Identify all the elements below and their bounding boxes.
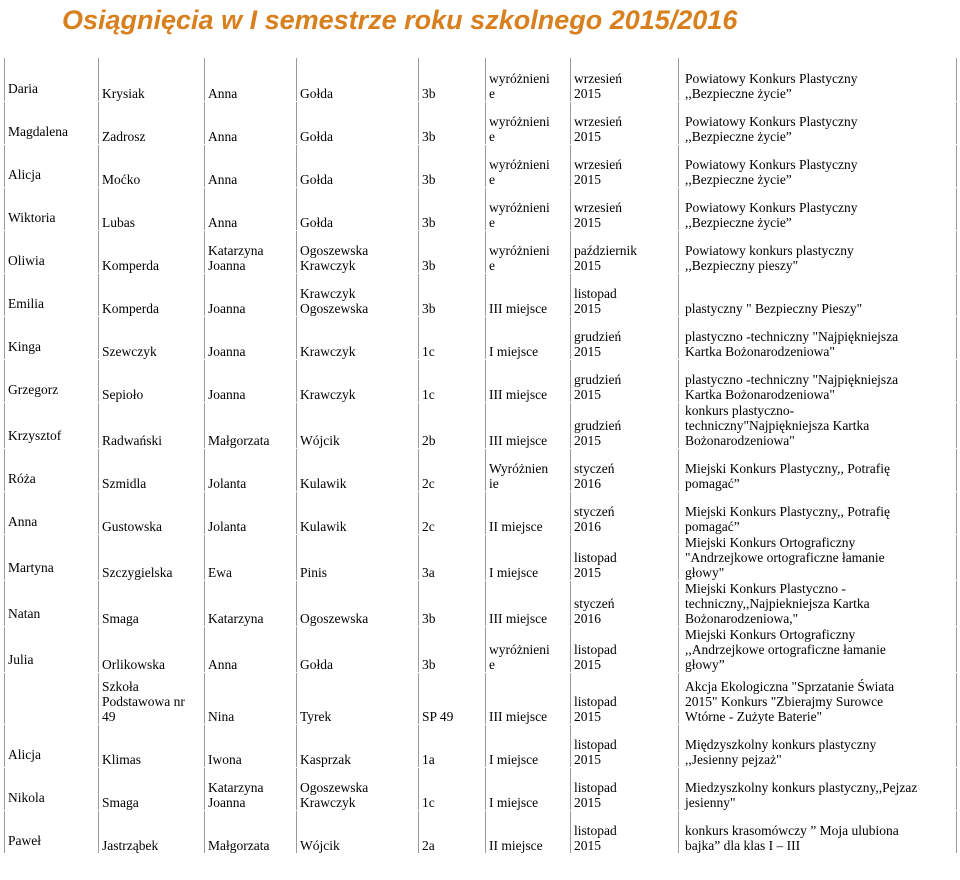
table-row <box>5 359 957 402</box>
student-last-name: Krysiak <box>99 58 205 101</box>
date-cell: listopad 2015 <box>571 672 679 724</box>
class-cell: 3b <box>419 144 486 187</box>
class-cell: 3b <box>419 101 486 144</box>
contest-cell: plastyczno -techniczny "Najpiękniejsza Kartka Bożonarodzeniowa" <box>679 359 957 402</box>
student-first-name: Kinga <box>5 316 99 359</box>
date-cell: grudzień 2015 <box>571 316 679 359</box>
date-cell: styczeń 2016 <box>571 491 679 534</box>
contest-cell: Miejski Konkurs Plastyczno - techniczny,,Najpiekniejsza Kartka Bożonarodzeniowa," <box>679 580 957 626</box>
table-row <box>5 230 957 273</box>
student-last-name: Szkoła Podstawowa nr 49 <box>99 672 205 724</box>
teacher-last-name: Gołda <box>297 187 419 230</box>
date-cell: listopad 2015 <box>571 273 679 316</box>
contest-cell: Powiatowy Konkurs Plastyczny ,,Bezpieczne życie” <box>679 101 957 144</box>
contest-cell: Miejski Konkurs Plastyczny,, Potrafię pomagać” <box>679 448 957 491</box>
teacher-last-name: Ogoszewska <box>297 580 419 626</box>
result-cell: III miejsce <box>486 672 571 724</box>
contest-cell: Miejski Konkurs Ortograficzny "Andrzejkowe ortograficzne łamanie głowy" <box>679 534 957 580</box>
contest-cell: plastyczno -techniczny "Najpiękniejsza Kartka Bożonarodzeniowa" <box>679 316 957 359</box>
teacher-last-name: Wójcik <box>297 810 419 853</box>
date-cell: listopad 2015 <box>571 534 679 580</box>
class-cell: SP 49 <box>419 672 486 724</box>
teacher-first-name: Małgorzata <box>205 402 297 448</box>
contest-cell: Akcja Ekologiczna "Sprzatanie Świata 2015" Konkurs "Zbierajmy Surowce Wtórne - Zużyte Baterie" <box>679 672 957 724</box>
student-last-name: Gustowska <box>99 491 205 534</box>
contest-cell: Powiatowy Konkurs Plastyczny ,,Bezpieczne życie” <box>679 187 957 230</box>
date-cell: styczeń 2016 <box>571 448 679 491</box>
student-last-name: Szmidla <box>99 448 205 491</box>
class-cell: 1c <box>419 316 486 359</box>
result-cell: III miejsce <box>486 402 571 448</box>
class-cell: 3b <box>419 626 486 672</box>
result-cell: wyróżnieni e <box>486 101 571 144</box>
contest-cell: Miejski Konkurs Ortograficzny ,,Andrzejkowe ortograficzne łamanie głowy” <box>679 626 957 672</box>
date-cell: wrzesień 2015 <box>571 58 679 101</box>
table-row <box>5 316 957 359</box>
date-cell: wrzesień 2015 <box>571 101 679 144</box>
student-last-name: Szczygielska <box>99 534 205 580</box>
student-first-name: Alicja <box>5 724 99 767</box>
class-cell: 1c <box>419 359 486 402</box>
class-cell: 3b <box>419 58 486 101</box>
student-first-name: Krzysztof <box>5 402 99 448</box>
result-cell: I miejsce <box>486 316 571 359</box>
teacher-first-name: Katarzyna Joanna <box>205 767 297 810</box>
teacher-first-name: Jolanta <box>205 491 297 534</box>
contest-cell: plastyczny " Bezpieczny Pieszy" <box>679 273 957 316</box>
teacher-last-name: Krawczyk Ogoszewska <box>297 273 419 316</box>
class-cell: 2b <box>419 402 486 448</box>
result-cell: wyróżnieni e <box>486 144 571 187</box>
date-cell: grudzień 2015 <box>571 402 679 448</box>
teacher-last-name: Kulawik <box>297 448 419 491</box>
teacher-first-name: Anna <box>205 58 297 101</box>
table-row <box>5 144 957 187</box>
student-last-name: Szewczyk <box>99 316 205 359</box>
result-cell: wyróżnieni e <box>486 626 571 672</box>
table-row <box>5 810 957 853</box>
student-first-name: Martyna <box>5 534 99 580</box>
result-cell: wyróżnieni e <box>486 58 571 101</box>
table-row <box>5 273 957 316</box>
date-cell: wrzesień 2015 <box>571 187 679 230</box>
contest-cell: Miedzyszkolny konkurs plastyczny,,Pejzaz jesienny" <box>679 767 957 810</box>
student-last-name: Moćko <box>99 144 205 187</box>
teacher-first-name: Ewa <box>205 534 297 580</box>
teacher-last-name: Pinis <box>297 534 419 580</box>
class-cell: 2c <box>419 448 486 491</box>
table-row <box>5 534 957 580</box>
teacher-last-name: Krawczyk <box>297 316 419 359</box>
student-last-name: Komperda <box>99 273 205 316</box>
result-cell: II miejsce <box>486 810 571 853</box>
student-first-name: Wiktoria <box>5 187 99 230</box>
contest-cell: Powiatowy Konkurs Plastyczny ,,Bezpieczne życie” <box>679 58 957 101</box>
contest-cell: konkurs krasomówczy ” Moja ulubiona bajka” dla klas I – III <box>679 810 957 853</box>
date-cell: listopad 2015 <box>571 810 679 853</box>
teacher-last-name: Gołda <box>297 626 419 672</box>
student-last-name: Smaga <box>99 580 205 626</box>
class-cell: 3a <box>419 534 486 580</box>
student-last-name: Jastrząbek <box>99 810 205 853</box>
result-cell: Wyróżnien ie <box>486 448 571 491</box>
table-row <box>5 187 957 230</box>
date-cell: listopad 2015 <box>571 626 679 672</box>
student-first-name <box>5 672 99 724</box>
date-cell: wrzesień 2015 <box>571 144 679 187</box>
date-cell: listopad 2015 <box>571 724 679 767</box>
teacher-first-name: Joanna <box>205 273 297 316</box>
contest-cell: Miejski Konkurs Plastyczny,, Potrafię pomagać” <box>679 491 957 534</box>
result-cell: II miejsce <box>486 491 571 534</box>
contest-cell: Międzyszkolny konkurs plastyczny ,,Jesienny pejzaż" <box>679 724 957 767</box>
teacher-last-name: Ogoszewska Krawczyk <box>297 230 419 273</box>
student-last-name: Radwański <box>99 402 205 448</box>
teacher-first-name: Jolanta <box>205 448 297 491</box>
student-first-name: Emilia <box>5 273 99 316</box>
date-cell: grudzień 2015 <box>571 359 679 402</box>
teacher-last-name: Kasprzak <box>297 724 419 767</box>
teacher-last-name: Ogoszewska Krawczyk <box>297 767 419 810</box>
student-last-name: Smaga <box>99 767 205 810</box>
student-first-name: Daria <box>5 58 99 101</box>
teacher-last-name: Gołda <box>297 144 419 187</box>
student-first-name: Róża <box>5 448 99 491</box>
student-last-name: Lubas <box>99 187 205 230</box>
table-row <box>5 58 957 101</box>
student-first-name: Magdalena <box>5 101 99 144</box>
teacher-first-name: Anna <box>205 101 297 144</box>
class-cell: 2a <box>419 810 486 853</box>
teacher-first-name: Katarzyna Joanna <box>205 230 297 273</box>
table-row <box>5 580 957 626</box>
date-cell: listopad 2015 <box>571 767 679 810</box>
contest-cell: Powiatowy Konkurs Plastyczny ,,Bezpieczne życie” <box>679 144 957 187</box>
student-first-name: Julia <box>5 626 99 672</box>
result-cell: wyróżnieni e <box>486 187 571 230</box>
result-cell: I miejsce <box>486 534 571 580</box>
date-cell: styczeń 2016 <box>571 580 679 626</box>
teacher-first-name: Iwona <box>205 724 297 767</box>
result-cell: III miejsce <box>486 273 571 316</box>
student-first-name: Grzegorz <box>5 359 99 402</box>
result-cell: wyróżnieni e <box>486 230 571 273</box>
teacher-first-name: Joanna <box>205 359 297 402</box>
table-row <box>5 724 957 767</box>
student-last-name: Zadrosz <box>99 101 205 144</box>
teacher-first-name: Anna <box>205 626 297 672</box>
contest-cell: konkurs plastyczno- techniczny"Najpiękniejsza Kartka Bożonarodzeniowa" <box>679 402 957 448</box>
class-cell: 3b <box>419 580 486 626</box>
teacher-last-name: Tyrek <box>297 672 419 724</box>
teacher-first-name: Małgorzata <box>205 810 297 853</box>
student-last-name: Orlikowska <box>99 626 205 672</box>
teacher-last-name: Krawczyk <box>297 359 419 402</box>
teacher-last-name: Gołda <box>297 101 419 144</box>
teacher-last-name: Kulawik <box>297 491 419 534</box>
student-last-name: Sepioło <box>99 359 205 402</box>
teacher-first-name: Katarzyna <box>205 580 297 626</box>
student-first-name: Nikola <box>5 767 99 810</box>
student-last-name: Klimas <box>99 724 205 767</box>
table-row <box>5 448 957 491</box>
result-cell: III miejsce <box>486 580 571 626</box>
table-row <box>5 101 957 144</box>
teacher-first-name: Anna <box>205 187 297 230</box>
class-cell: 3b <box>419 187 486 230</box>
student-first-name: Natan <box>5 580 99 626</box>
student-first-name: Anna <box>5 491 99 534</box>
student-first-name: Oliwia <box>5 230 99 273</box>
result-cell: I miejsce <box>486 724 571 767</box>
contest-cell: Powiatowy konkurs plastyczny ,,Bezpieczny pieszy" <box>679 230 957 273</box>
teacher-last-name: Wójcik <box>297 402 419 448</box>
date-cell: październik 2015 <box>571 230 679 273</box>
table-body <box>5 58 957 853</box>
table-row <box>5 402 957 448</box>
class-cell: 3b <box>419 273 486 316</box>
achievements-table <box>4 58 957 854</box>
class-cell: 2c <box>419 491 486 534</box>
teacher-first-name: Anna <box>205 144 297 187</box>
student-last-name: Komperda <box>99 230 205 273</box>
class-cell: 3b <box>419 230 486 273</box>
table-row <box>5 491 957 534</box>
table-row <box>5 767 957 810</box>
result-cell: III miejsce <box>486 359 571 402</box>
class-cell: 1c <box>419 767 486 810</box>
student-first-name: Alicja <box>5 144 99 187</box>
table-row <box>5 626 957 672</box>
table-row <box>5 672 957 724</box>
teacher-last-name: Gołda <box>297 58 419 101</box>
result-cell: I miejsce <box>486 767 571 810</box>
student-first-name: Paweł <box>5 810 99 853</box>
teacher-first-name: Nina <box>205 672 297 724</box>
class-cell: 1a <box>419 724 486 767</box>
teacher-first-name: Joanna <box>205 316 297 359</box>
page-title: Osiągnięcia w I semestrze roku szkolnego 2015/2016 <box>62 5 738 35</box>
